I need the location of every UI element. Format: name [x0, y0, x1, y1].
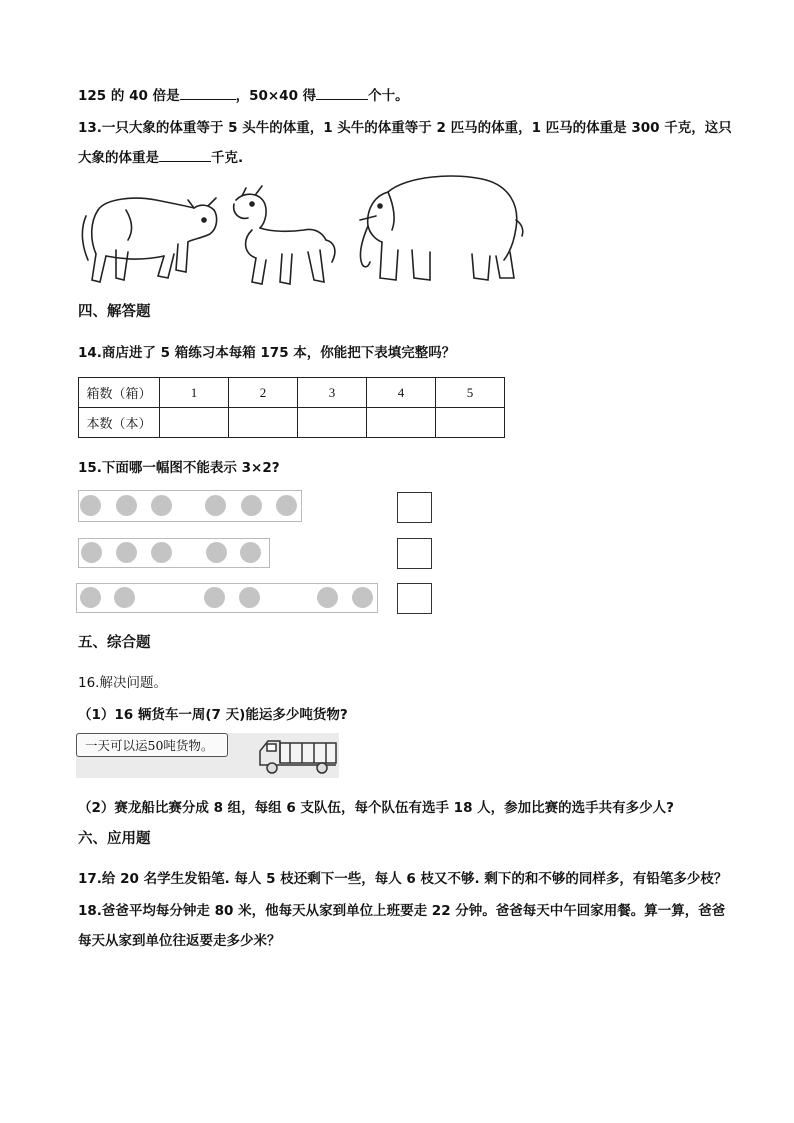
row1-cell: 2 [229, 378, 298, 408]
dot [276, 495, 297, 516]
truck-sign: 一天可以运50吨货物。 [76, 733, 228, 757]
q14-table [78, 377, 505, 438]
row2-cell[interactable] [229, 408, 298, 438]
dot [352, 587, 373, 608]
q17-text: 17.给 20 名学生发铅笔. 每人 5 枝还剩下一些，每人 6 枝又不够. 剩下的和不够的同样多，有铅笔多少枝？ [78, 871, 728, 887]
answer-box-3[interactable] [397, 583, 432, 614]
row2-header: 本数（本） [79, 408, 160, 438]
dot-figure-3 [76, 583, 378, 613]
q12-blank-2[interactable] [316, 86, 368, 100]
row1-cell: 3 [298, 378, 367, 408]
dot [241, 495, 262, 516]
q13-line2-post: 千克. [211, 150, 244, 166]
section-5-title: 五、综合题 [78, 635, 151, 651]
q18-line1: 18.爸爸平均每分钟走 80 米，他每天从家到单位上班要走 22 分钟。爸爸每天中午回家用餐。算一算，爸爸 [78, 903, 726, 919]
dot-figure-1 [78, 490, 302, 522]
q15-text: 15.下面哪一幅图不能表示 3×2? [78, 460, 280, 476]
q13-line2 [78, 146, 243, 166]
q13-line1: 13.一只大象的体重等于 5 头牛的体重，1 头牛的体重等于 2 匹马的体重，1 匹马的体重是 300 千克，这只 [78, 120, 732, 136]
truck-icon [250, 735, 340, 777]
q12-part2: ，50×40 得 [235, 88, 317, 104]
q13-line2-pre: 大象的体重是 [78, 150, 159, 166]
row2-cell[interactable] [367, 408, 436, 438]
dot [206, 542, 227, 563]
section-4-title: 四、解答题 [78, 304, 151, 320]
dot-figure-2 [78, 538, 270, 568]
section-6-title: 六、应用题 [78, 831, 151, 847]
horse-image [234, 186, 335, 284]
dot [116, 542, 137, 563]
cow-image [82, 198, 216, 282]
q14-text: 14.商店进了 5 箱练习本每箱 175 本，你能把下表填完整吗？ [78, 345, 456, 361]
q16-text: 16.解决问题。 [78, 675, 167, 691]
dot [151, 495, 172, 516]
q18-line2: 每天从家到单位往返要走多少米？ [78, 933, 281, 949]
dot [116, 495, 137, 516]
table-row [79, 378, 505, 408]
dot [240, 542, 261, 563]
dot [151, 542, 172, 563]
q16-sub1: （1）16 辆货车一周(7 天)能运多少吨货物? [78, 707, 348, 723]
q12-part1: 125 的 40 倍是 [78, 88, 180, 104]
dot [114, 587, 135, 608]
row1-cell: 4 [367, 378, 436, 408]
answer-box-2[interactable] [397, 538, 432, 569]
dot [81, 542, 102, 563]
row1-cell: 5 [436, 378, 505, 408]
q12-part3: 个十。 [368, 88, 409, 104]
answer-box-1[interactable] [397, 492, 432, 523]
dot [239, 587, 260, 608]
dot [317, 587, 338, 608]
q12-blank-1[interactable] [180, 86, 236, 100]
dot [204, 587, 225, 608]
row1-header: 箱数（箱） [79, 378, 160, 408]
row2-cell[interactable] [160, 408, 229, 438]
row1-cell: 1 [160, 378, 229, 408]
dot [205, 495, 226, 516]
animals-illustration [76, 170, 526, 292]
table-row [79, 408, 505, 438]
q12-line [78, 84, 409, 104]
dot [80, 495, 101, 516]
elephant-image [360, 176, 523, 280]
dot [80, 587, 101, 608]
row2-cell[interactable] [298, 408, 367, 438]
q16-sub2: （2）赛龙船比赛分成 8 组，每组 6 支队伍，每个队伍有选手 18 人，参加比赛的选手共有多少人? [78, 800, 674, 816]
q13-blank[interactable] [159, 148, 211, 162]
row2-cell[interactable] [436, 408, 505, 438]
